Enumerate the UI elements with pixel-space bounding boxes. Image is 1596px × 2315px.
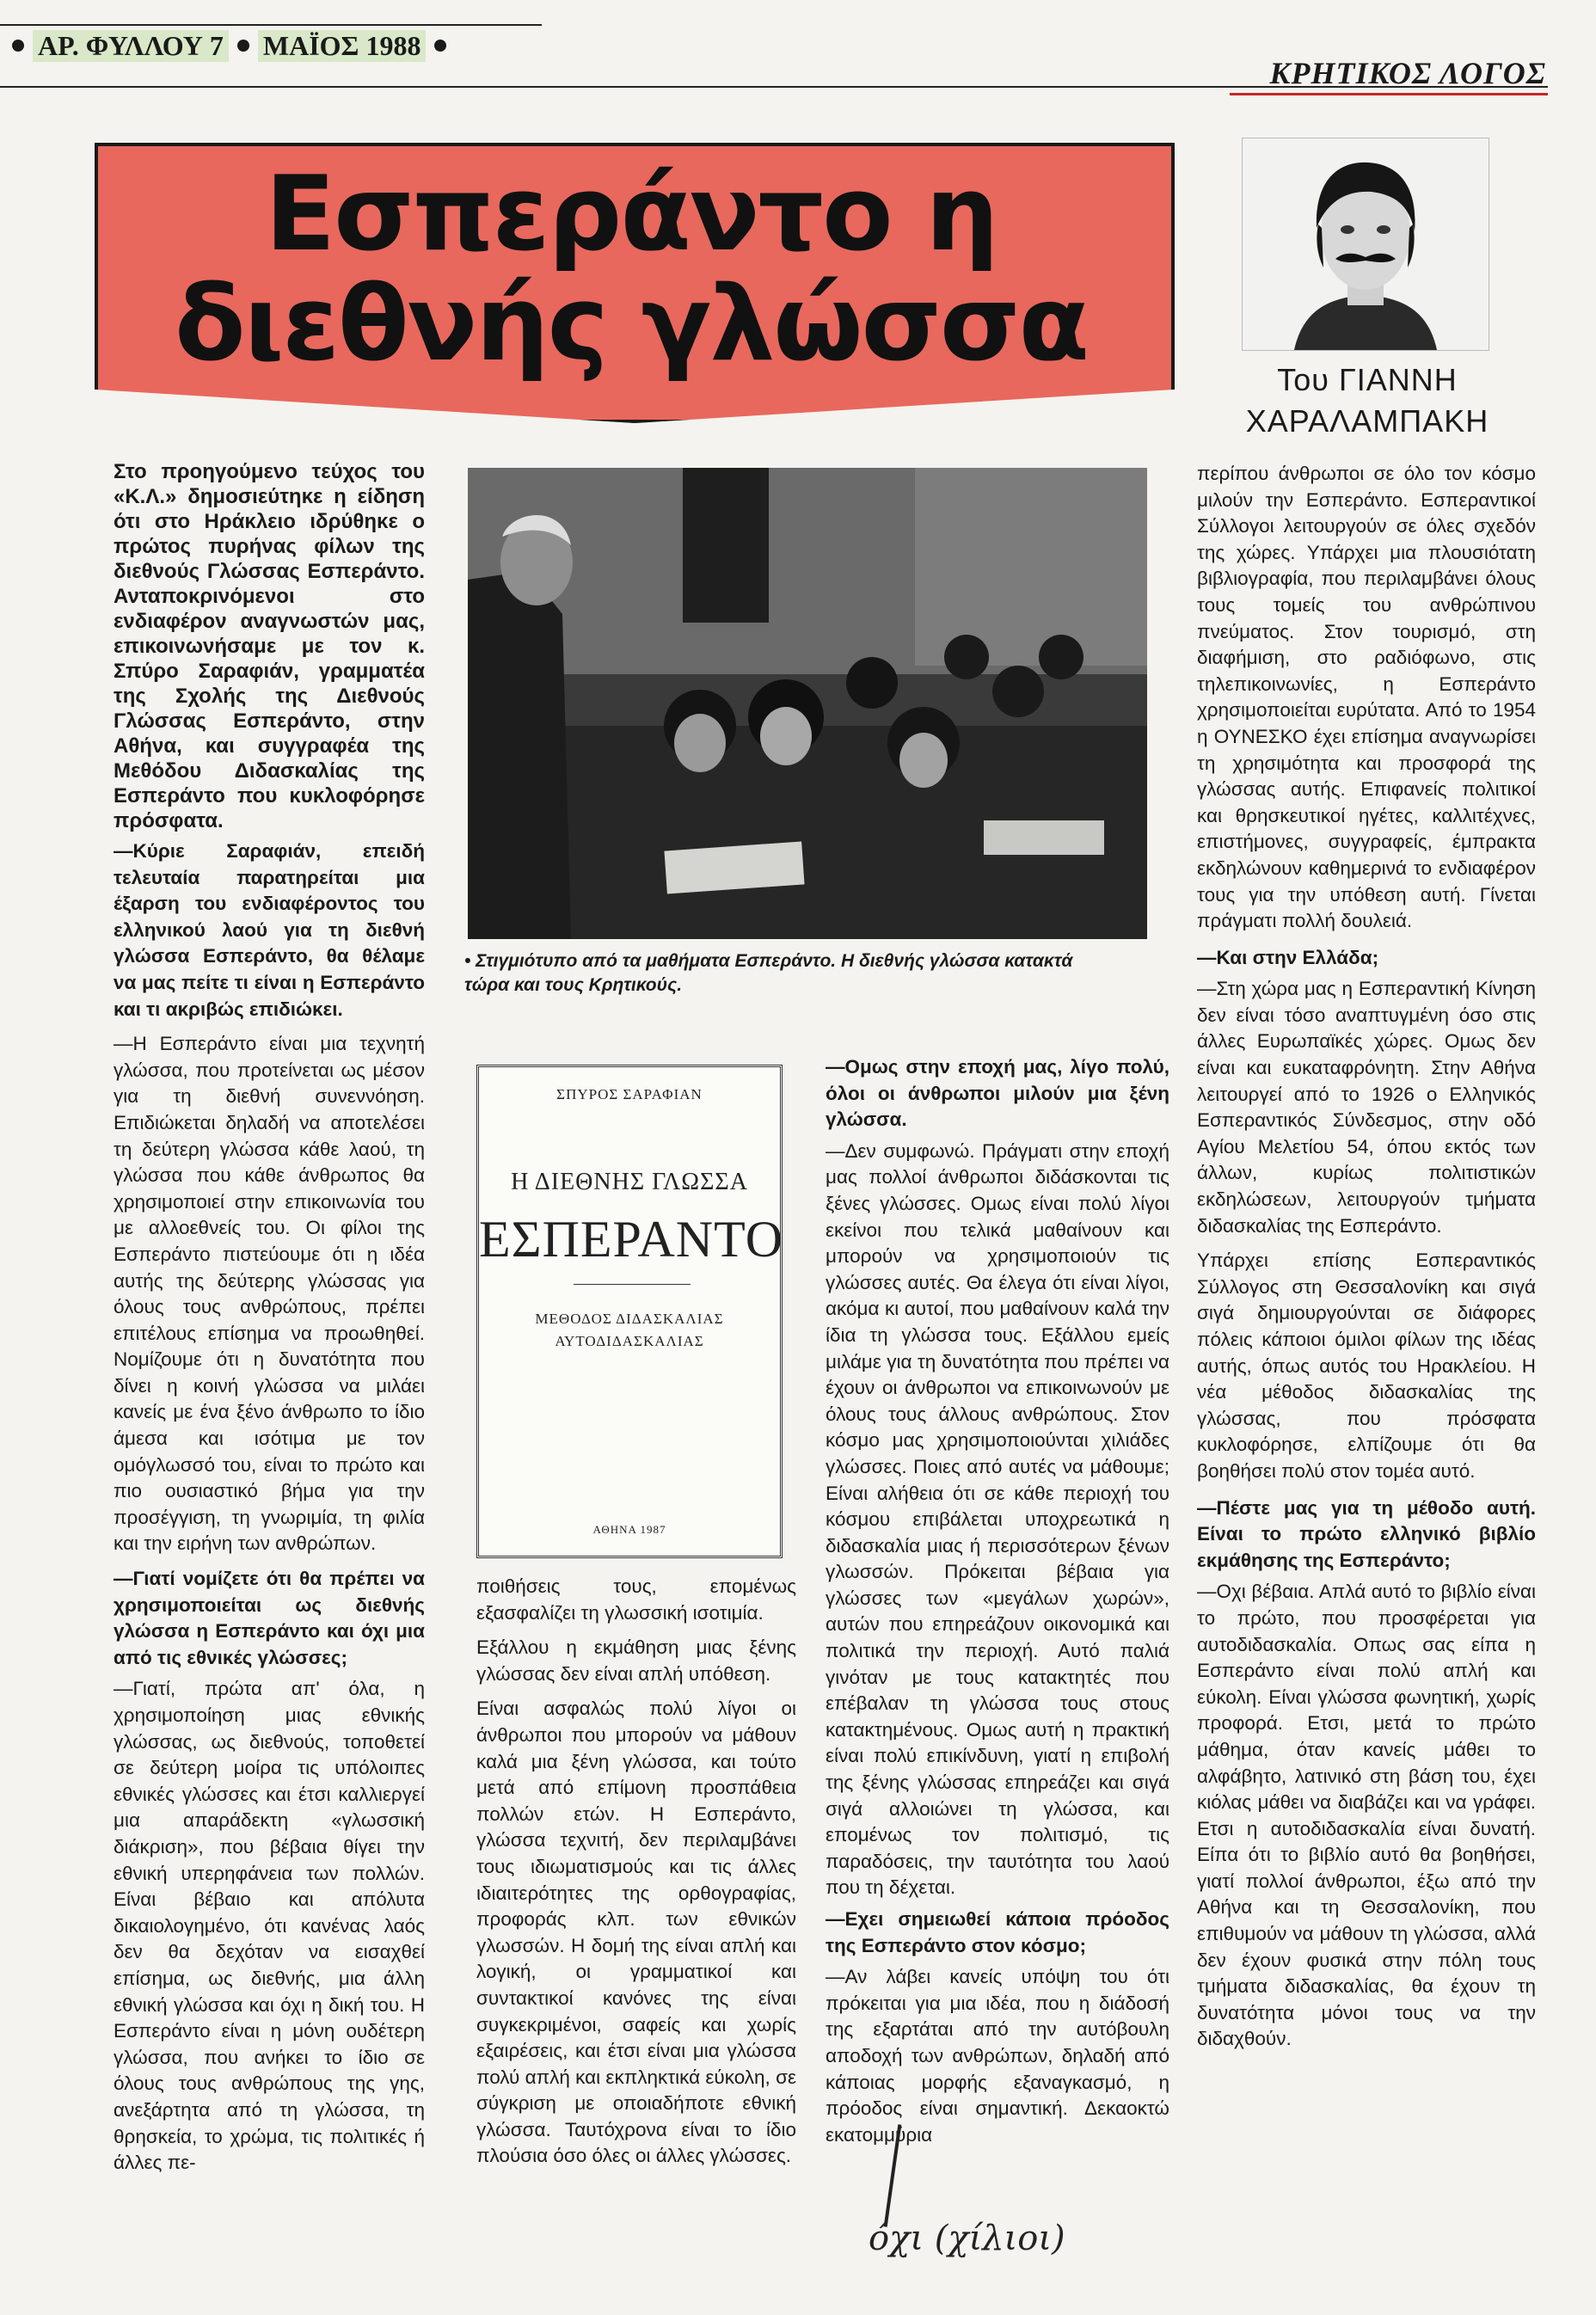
class-photo	[468, 468, 1147, 939]
book-publication-place: ΑΘΗΝΑ 1987	[592, 1523, 666, 1536]
intro-paragraph: Στο προηγούμενο τεύχος του «Κ.Λ.» δημοσιεύτηκε η είδηση ότι στο Ηράκλειο ιδρύθηκε ο πρώτος πυρήνας φίλων της διεθνούς Γλώσσας Εσπεράντο. Ανταποκρινόμενοι στο ενδιαφέρον αναγνωστών μας, επικοινωνήσαμε με τον κ. Σπύρο Σαραφιάν, γραμματέα της Σχολής της Διεθνούς Γλώσσας Εσπεράντο, στην Αθήνα, και συγγραφέα της Μεθόδου Διδασκαλίας της Εσπεράντο που κυκλοφόρησε πρόσφατα.	[114, 460, 425, 832]
book-author: ΣΠΥΡΟΣ ΣΑΡΑΦΙΑΝ	[556, 1086, 703, 1102]
publication-underline	[1230, 93, 1548, 95]
portrait-drawing	[1243, 138, 1489, 350]
book-rule	[574, 1284, 691, 1285]
byline-line-1: Του ΓΙΑΝΝΗ	[1277, 362, 1458, 397]
question-paragraph: —Ομως στην εποχή μας, λίγο πολύ, όλοι οι άνθρωποι μιλούν μια ξένη γλώσσα.	[826, 1056, 1169, 1131]
headline	[95, 155, 1168, 392]
answer-paragraph: —Δεν συμφωνώ. Πράγματι στην εποχή μας πολλοί άνθρωποι διδάσκονται τις ξένες γλώσσες. Ομως είναι πολύ λίγοι εκείνοι που τελικά μαθαίνουν και μπορούν να χρησιμοποιούν τις γλώσσες αυτές. Θα έλεγα ότι είναι λίγοι, ακόμα κι αυτοί, που μαθαίνουν καλά την ίδια τη γλώσσα τους. Εξάλλου εμείς μιλάμε για τη δυνατότητα που πρέπει να έχουν οι άνθρωποι να επικοινωνούν με όλους τους άλλους ανθρώπους. Στον κόσμο μας χρησιμοποιούνται χιλιάδες γλώσσες. Ποιες από αυτές να μάθουμε; Είναι αλήθεια ότι σε κάθε περιοχή του κόσμου επιβάλεται υποχρεωτικά η διδασκαλία μιας ή περισσότερων ξένων γλωσσών. Πρόκειται βέβαια για γλώσσες των «μεγάλων χωρών», αυτών που επηρεάζουν οικονομικά και πολιτικά την περιοχή. Αυτό παλιά γινόταν με τους κατακτητές που επέβαλαν τη γλώσσα τους στους κατακτημένους. Ομως αυτή η πρακτική είναι πολύ επικίνδυνη, γιατί η επιβολή της ξένης γλώσσας επηρεάζει και σιγά σιγά αλλοιώνει τη γλώσσα, και επομένως τον πολιτισμό, τις παραδόσεις, την ταυτότητα του λαού που τη δέχεται.	[826, 1139, 1169, 1899]
question-paragraph: —Πέστε μας για τη μέθοδο αυτή. Είναι το πρώτο ελληνικό βιβλίο εκμάθησης της Εσπεράντο;	[1197, 1496, 1536, 1571]
answer-paragraph: —Η Εσπεράντο είναι μια τεχνητή γλώσσα, που προτείνεται ως μέσον για τη διεθνή συνεννόηση. Επιδιώκεται δηλαδή να αποτελέσει τη δεύτερη γλώσσα κάθε λαού, τη γλώσσα που κάθε άνθρωπος θα χρησιμοποιεί στην επικοινωνία του με αλλοεθνείς του. Οι φίλοι της Εσπεράντο πιστεύουμε ότι η ιδέα αυτής της δεύτερης γλώσσας για όλους τους ανθρώπους, πρέπει επιτέλους επίσημα να προωθηθεί. Νομίζουμε ότι η δυνατότητα που δίνει η κοινή γλώσσα να μιλάει κανείς με ένα ξένο άνθρωπο το ίδιο άμεσα και ισότιμα με τον ομόγλωσσό του, είναι το πρώτο και πιο ουσιαστικό βήμα για την προσέγγιση, τη γνωριμία, τη φιλία και την ειρήνη των ανθρώπων.	[114, 1033, 425, 1555]
body-paragraph: ποιθήσεις τους, επομένως εξασφαλίζει τη γλωσσική ισοτιμία.	[476, 1575, 796, 1624]
answer-paragraph: —Οχι βέβαια. Απλά αυτό το βιβλίο είναι το πρώτο, που προσφέρεται για αυτοδιδασκαλία. Οπως σας είπα η Εσπεράντο είναι πολύ απλή και εύκολη. Είναι γλώσσα φωνητική, χωρίς προφορά. Ετσι, μετά το πρώτο μάθημα, όταν κανείς μάθει το αλφάβητο, λατινικό στη βάση του, έχει κιόλας μάθει να διαβάζει και να γράφει. Ετσι η αυτοδιδασκαλία είναι δυνατή. Είπα ότι το βιβλίο αυτό θα βοηθήσει, γιατί πολλοί άνθρωποι, έξω από την Αθήνα και τη Θεσσαλονίκη, που επιθυμούν να μάθουν τη γλώσσα, αλλά δεν έχουν φυσικά στην πόλη τους τμήματα διδασκαλίας, θα έχουν τη δυνατότητα μόνοι τους να την διδαχθούν.	[1197, 1581, 1536, 2050]
issue-date: ΜΑΪΟΣ 1988	[258, 30, 427, 62]
answer-paragraph: —Γιατί, πρώτα απ' όλα, η χρησιμοποίηση μιας εθνικής γλώσσας, ως διεθνούς, τοποθετεί σε δεύτερη μοίρα τις υπόλοιπες εθνικές γλώσσες και έτσι καλλιεργεί μια απαράδεκτη «γλωσσική διάκριση», που βέβαια θίγει την εθνική υπερηφάνεια των πολλών. Είναι βέβαιο και απόλυτα δικαιολογημένο, ότι κανένας λαός δεν θα δεχόταν να εισαχθεί επίσημα, ως διεθνής, μια άλλη εθνική γλώσσα και όχι η δική του. Η Εσπεράντο είναι η μόνη ουδέτερη γλώσσα, που ανήκει το ίδιο σε όλους τους ανθρώπους της γης, ανεξάρτητα από τη γλώσσα, τη θρησκεία, το χρώμα, τις πολιτικές ή άλλες πε-	[114, 1678, 425, 2174]
bullet-icon	[12, 40, 24, 52]
photo-drawing	[468, 468, 1147, 939]
headline-line-1: Εσπεράντο η	[265, 155, 998, 274]
book-title-line-2: ΕΣΠΕΡΑΝΤΟ	[479, 1211, 784, 1268]
issue-number: ΑΡ. ΦΥΛΛΟΥ 7	[33, 30, 229, 62]
article-column-2	[476, 1574, 796, 2210]
masthead-issue-line	[12, 26, 537, 65]
book-subtitle-line-2: ΑΥΤΟΔΙΔΑΣΚΑΛΙΑΣ	[555, 1333, 704, 1349]
question-paragraph: —Και στην Ελλάδα;	[1197, 946, 1379, 968]
answer-paragraph: —Στη χώρα μας η Εσπεραντική Κίνηση δεν είναι τόσο αναπτυγμένη όσο στις άλλες Ευρωπαϊκές χώρες. Ομως δεν είναι και ευκαταφρόνητη. Στην Αθήνα λειτουργεί από το 1926 ο Ελληνικός Εσπεραντικός Σύνδεσμος, στην οδό Αγίου Μελετίου 54, όπου εκτός των άλλων, κυρίως πολιτιστικών εκδηλώσεων, λειτουργούν τμήματα διδασκαλίας της Εσπεράντο.	[1197, 978, 1536, 1237]
headline-line-2: διεθνής γλώσσα	[175, 265, 1088, 384]
handwritten-note: όχι (χίλιοι)	[869, 2219, 1065, 2258]
question-paragraph: —Γιατί νομίζετε ότι θα πρέπει να χρησιμοποιείται ως διεθνής γλώσσα η Εσπεράντο και όχι μια από τις εθνικές γλώσσες;	[114, 1568, 425, 1668]
question-paragraph: —Εχει σημειωθεί κάποια πρόοδος της Εσπεράντο στον κόσμο;	[826, 1908, 1169, 1956]
book-subtitle-line-1: ΜΕΘΟΔΟΣ ΔΙΔΑΣΚΑΛΙΑΣ	[535, 1311, 724, 1327]
body-paragraph: Είναι ασφαλώς πολύ λίγοι οι άνθρωποι που μπορούν να μάθουν καλά μια ξένη γλώσσα, και τούτο μετά από επίμονη προσπάθεια πολλών ετών. Η Εσπεράντο, γλώσσα τεχνιτή, δεν περιλαμβάνει τους ιδιωματισμούς και τις άλλες ιδιαιτερότητες της ορθογραφίας, προφοράς κλπ. των εθνικών γλωσσών. Η δομή της είναι απλή και λογική, οι γραμματικοί και συντακτικοί κανόνες της είναι συγκεκριμένοι, σαφείς και χωρίς εξαιρέσεις, και έτσι είναι μια γλώσσα πολύ απλή και εκπληκτικά εύκολη, σε σύγκριση με οποιαδήποτε εθνική γλώσσα. Ταυτόχρονα είναι το ίδιο πλούσια όσο όλες οι άλλες γλώσσες.	[476, 1698, 796, 2167]
answer-paragraph: —Αν λάβει κανείς υπόψη του ότι πρόκειται για μια ιδέα, που η διάδοσή της εξαρτάται από την αυτόβουλη αποδοχή των ανθρώπων, δηλαδή από κάποιας μορφής εξαναγκασμό, η πρόοδος είναι σημαντική. Δεκαοκτώ εκατομμύρια	[826, 1966, 1169, 2146]
photo-caption: • Στιγμιότυπο από τα μαθήματα Εσπεράντο. Η διεθνής γλώσσα κατακτά τώρα και τους Κρητικούς.	[464, 951, 1073, 995]
article-column-3	[826, 1054, 1169, 2224]
question-paragraph: —Κύριε Σαραφιάν, επειδή τελευταία παρατηρείται μια έξαρση του ενδιαφέροντος του ελληνικού λαού για τη διεθνή γλώσσα Εσπεράντο, θα θέλαμε να μας πείτε τι είναι η Εσπεράντο και τι ακριβώς επιδιώκει.	[114, 840, 425, 1020]
body-paragraph: Εξάλλου η εκμάθηση μιας ξένης γλώσσας δεν είναι απλή υπόθεση.	[476, 1636, 796, 1685]
book-subtitle	[479, 1308, 780, 1353]
article-column-1	[114, 459, 425, 2174]
article-column-4	[1197, 461, 1536, 2215]
bullet-icon	[237, 40, 249, 52]
book-cover	[476, 1065, 783, 1558]
byline	[1204, 359, 1531, 445]
body-paragraph: περίπου άνθρωποι σε όλο τον κόσμο μιλούν την Εσπεράντο. Εσπεραντικοί Σύλλογοι λειτουργούν σε όλες σχεδόν της χώρες. Υπάρχει μια πλουσιότατη βιβλιογραφία, που περιλαμβάνει όλους τους τομείς του ανθρώπινου πνεύματος. Στον τουρισμό, στη διαφήμιση, στο ραδιόφωνο, στις τηλεπικοινωνίες, η Εσπεράντο χρησιμοποιείται ευρύτατα. Από το 1954 η ΟΥΝΕΣΚΟ έχει επίσημα αναγνωρίσει τη χρησιμότητα και προσφορά της γλώσσας αυτής. Επιφανείς πολιτικοί και θρησκευτικοί ηγέτες, καλλιτέχνες, επιστήμονες, συγγραφείς, έμπρακτα εκδηλώνουν καθημερινά το ενδιαφέρον τους για την υπόθεση αυτή. Γίνεται πράγματι πολλή δουλειά.	[1197, 463, 1536, 932]
byline-line-2: ΧΑΡΑΛΑΜΠΑΚΗ	[1245, 403, 1489, 439]
body-paragraph: Υπάρχει επίσης Εσπεραντικός Σύλλογος στη Θεσσαλονίκη και σιγά σιγά δημιουργούνται σε διάφορες πόλεις κάποιοι όμιλοι φίλων της ιδέας αυτής, όπως αυτός του Ηρακλείου. Η νέα μέθοδος διδασκαλίας της γλώσσας, που πρόσφατα κυκλοφόρησε, ελπίζουμε ότι θα βοηθήσει πολύ στον τομέα αυτό.	[1197, 1250, 1536, 1482]
publication-name: ΚΡΗΤΙΚΟΣ ΛΟΓΟΣ	[1269, 56, 1546, 90]
book-title-line-1: Η ΔΙΕΘΝΗΣ ΓΛΩΣΣΑ	[511, 1169, 748, 1195]
author-portrait	[1242, 138, 1489, 351]
bullet-icon	[434, 40, 446, 52]
